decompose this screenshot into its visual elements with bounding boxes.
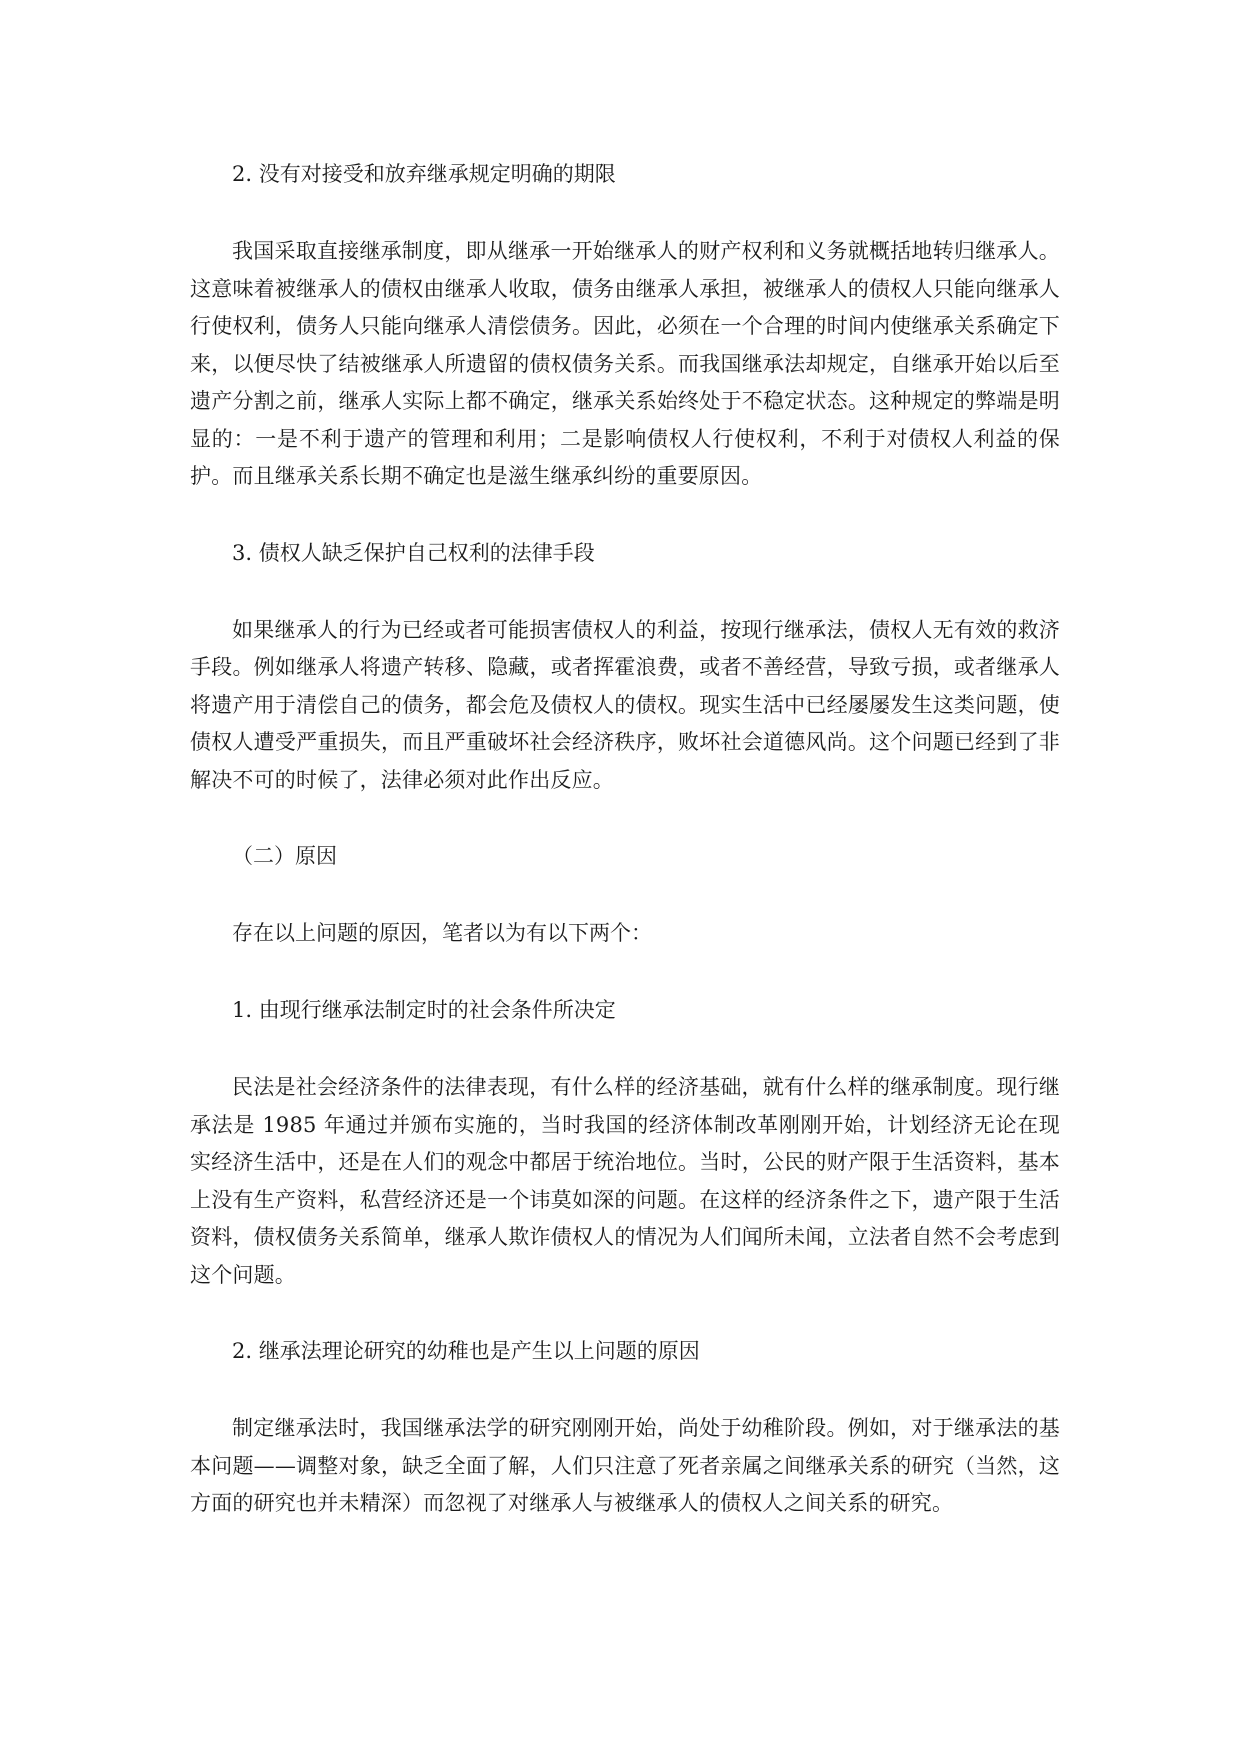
paragraph-immature-research: 制定继承法时，我国继承法学的研究刚刚开始，尚处于幼稚阶段。例如，对于继承法的基本问题——调整对象，缺乏全面了解，人们只注意了死者亲属之间继承关系的研究（当然，这方面的研究也并未精深）而忽视了对继承人与被继承人的债权人之间关系的研究。 bbox=[190, 1416, 1060, 1515]
section-heading-social-conditions: 1. 由现行继承法制定时的社会条件所决定 bbox=[232, 998, 616, 1022]
document-body bbox=[190, 156, 1060, 1523]
paragraph-direct-succession: 我国采取直接继承制度，即从继承一开始继承人的财产权利和义务就概括地转归继承人。这意味着被继承人的债权由继承人收取，债务由继承人承担，被继承人的债权人只能向继承人行使权利，债务人只能向继承人清偿债务。因此，必须在一个合理的时间内使继承关系确定下来，以便尽快了结被继承人所遗留的债权债务关系。而我国继承法却规定，自继承开始以后至遗产分割之前，继承人实际上都不确定，继承关系始终处于不稳定状态。这种规定的弊端是明显的：一是不利于遗产的管理和利用；二是影响债权人行使权利，不利于对债权人利益的保护。而且继承关系长期不确定也是滋生继承纠纷的重要原因。 bbox=[190, 239, 1060, 488]
section-heading-causes: （二）原因 bbox=[232, 844, 337, 868]
section-heading-creditor-protection: 3. 债权人缺乏保护自己权利的法律手段 bbox=[232, 540, 595, 565]
paragraph-economic-conditions: 民法是社会经济条件的法律表现，有什么样的经济基础，就有什么样的继承制度。现行继承法是 1985 年通过并颁布实施的，当时我国的经济体制改革刚刚开始，计划经济无论在现实经济生活中，还是在人们的观念中都居于统治地位。当时，公民的财产限于生活资料，基本上没有生产资料，私营经济还是一个讳莫如深的问题。在这样的经济条件之下，遗产限于生活资料，债权债务关系简单，继承人欺诈债权人的情况为人们闻所未闻，立法者自然不会考虑到这个问题。 bbox=[190, 1075, 1060, 1287]
causes-intro-line: 存在以上问题的原因，笔者以为有以下两个： bbox=[232, 921, 652, 945]
section-heading-no-time-limit: 2. 没有对接受和放弃继承规定明确的期限 bbox=[232, 162, 616, 186]
section-heading-immature-theory: 2. 继承法理论研究的幼稚也是产生以上问题的原因 bbox=[232, 1339, 700, 1363]
paragraph-creditor-remedies: 如果继承人的行为已经或者可能损害债权人的利益，按现行继承法，债权人无有效的救济手段。例如继承人将遗产转移、隐藏，或者挥霍浪费，或者不善经营，导致亏损，或者继承人将遗产用于清偿自己的债务，都会危及债权人的债权。现实生活中已经屡屡发生这类问题，使债权人遭受严重损失，而且严重破坏社会经济秩序，败坏社会道德风尚。这个问题已经到了非解决不可的时候了，法律必须对此作出反应。 bbox=[190, 617, 1060, 792]
